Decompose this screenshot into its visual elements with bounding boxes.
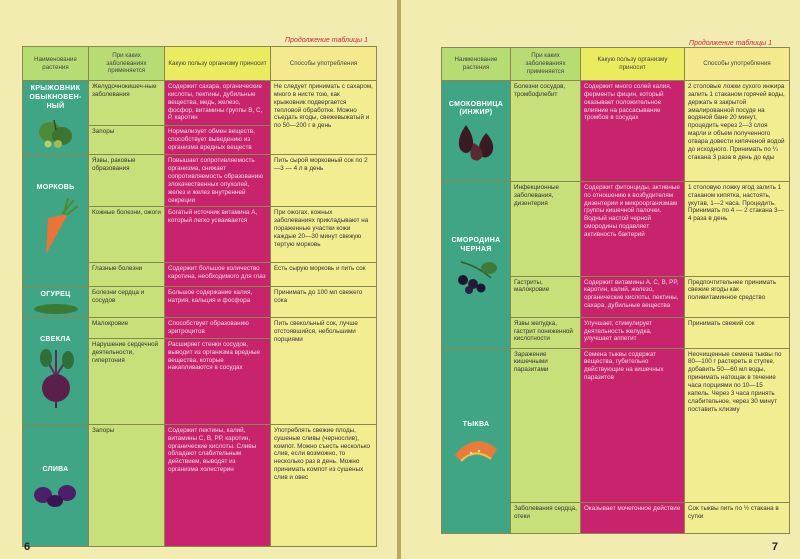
disease-cell: Гастриты, малокровие <box>511 276 581 317</box>
plant-beet <box>23 318 89 425</box>
usage-cell: Есть сырую морковь и пить сок <box>271 263 377 287</box>
page-number: 7 <box>771 541 778 553</box>
disease-cell: Желудочнокишеч-ные заболевания <box>89 81 165 126</box>
disease-cell: Язвы, раковые образования <box>89 155 165 207</box>
composition-cell: Нормализует обмен веществ, способствует выведению из организма вредных веществ <box>165 126 271 155</box>
pumpkin-icon <box>451 433 501 463</box>
left-page <box>0 0 397 559</box>
usage-cell: Принимать до 100 мл свежего сока <box>271 287 377 318</box>
plant-carrot <box>23 155 89 287</box>
disease-cell: Малокровие <box>89 318 165 339</box>
usage-cell: Употреблять свежие плоды, сушеные сливы (чернослив), компот. Можно съесть несколько слив, если возможно, то несколько раз в день. Можно принимать компот из сушеных слив и овес <box>271 424 377 546</box>
usage-cell: Пить свекольный сок, лучше отстоявшийся, небольшими порциями <box>271 318 377 425</box>
usage-cell: 1 столовую ложку ягод залить 1 стаканом кипятка, настоять, укутав, 1—2 часа. Процедить. Принимать по 4 — 2 стакана 3—4 раза в день <box>685 181 790 276</box>
header-composition: Какую пользу организму приносит <box>165 47 271 81</box>
composition-cell: Повышает сопротивляемость организма, снижает сопротивляемость образованию злокачественных опухолей, желез и желез внутренней секреции <box>165 155 271 207</box>
composition-cell: Содержит много солей калия, ферменты фицин, который оказывает положительное влияние на рассасывание тромбов в сосудах <box>581 80 685 181</box>
plant-fig <box>442 80 511 181</box>
composition-cell: Содержит сахара, органические кислоты, пектины, дубильные вещества, медь, железо, фосфор, витамины группы В, С, Р, каротин <box>165 81 271 126</box>
usage-cell: Принимать свежий сок <box>685 317 790 348</box>
continuation-label: Продолжение таблицы 1 <box>285 37 368 44</box>
composition-cell: Содержит витамины А, С, В, РР, каротин, калий, железо, органические кислоты, пектины, сахара, дубильные вещества <box>581 276 685 317</box>
plant-name: СМОРОДИНА ЧЕРНАЯ <box>451 237 501 254</box>
composition-cell: Содержит фитонциды, активные по отношению к возбудителям дизентерии и микроорганизмам группы кишечной палочки. Водный настой черной смородины подавляет активность бактерий <box>581 181 685 276</box>
composition-cell: Расширяет стенки сосудов, выводит из организма вредные вещества, которые накапливаются в сосудах <box>165 338 271 424</box>
header-disease: При каких заболеваниях применяется <box>89 47 165 81</box>
plant-plum <box>23 424 89 546</box>
composition-cell: Семена тыквы содержат вещества, губительно действующие на кишечных паразитов <box>581 348 685 502</box>
disease-cell: Запоры <box>89 126 165 155</box>
disease-cell: Заболевания сердца, отеки <box>511 503 581 534</box>
plant-currant <box>442 181 511 348</box>
usage-cell: 2 столовые ложки сухого инжира залить 1 стаканом горячей воды, держать в закрытой эмалированной посуде на водяной бане 20 минут, процедить через 2—3 слоя марли и объем полученного отвара довести кипяченой водой до исходного. Принимать по ¼ стакана 3 раза в день до еды <box>685 80 790 181</box>
composition-cell: Содержит пектины, калий, витамины С, В, РР, каротин, органические кислоты. Сливы обладают слабительным действием, выводят из организма холестерин <box>165 424 271 546</box>
disease-cell: Болезни сосудов, тромбофлебит <box>511 80 581 181</box>
disease-cell: Болезни сердца и сосудов <box>89 287 165 318</box>
page-number: 6 <box>24 541 31 553</box>
cucumber-icon <box>31 303 81 315</box>
composition-cell: Улучшает, стимулирует деятельность желудка, улучшает аппетит <box>581 317 685 348</box>
composition-cell: Оказывает мочегонное действие <box>581 503 685 534</box>
disease-cell: Запоры <box>89 424 165 546</box>
usage-cell: Неочищенные семена тыквы по 80—100 г растереть в ступке, добавить 50—60 мл воды, принимать натощак в течение часа порциями по 10—15 капель. Через 3 часа принять слабительное, через 30 минут поставить клизму <box>685 348 790 502</box>
disease-cell: Нарушение сердечной деятельности, гипертония <box>89 338 165 424</box>
beet-icon <box>32 348 80 408</box>
gooseberry-icon <box>34 114 78 152</box>
composition-cell: Большое содержание калия, натрия, кальция и фосфора <box>165 287 271 318</box>
header-plant: Наименование растения <box>442 48 511 81</box>
plant-name: СМОКОВНИЦА (ИНЖИР) <box>448 100 504 117</box>
plant-gooseberry <box>23 81 89 155</box>
carrot-icon <box>34 196 78 260</box>
composition-cell: Богатый источник витамина А, который легко усваивается <box>165 207 271 263</box>
usage-cell: Пить сырой морковный сок по 2—3 — 4 л в день <box>271 155 377 207</box>
herbal-table-left <box>22 46 377 547</box>
disease-cell: Язвы желудка, гастрит пониженной кислотности <box>511 317 581 348</box>
disease-cell: Глазные болезни <box>89 263 165 287</box>
currant-icon <box>451 258 501 294</box>
plant-name: СВЕКЛА <box>40 336 71 344</box>
usage-cell: Не следует принимать с сахаром, много в нисте тою, как крыжовник подвергается тепловой обработке. Можно съедать ягоды, свежевыжатый и по 50—200 г в день <box>271 81 377 155</box>
right-page <box>401 0 800 559</box>
usage-cell: Сок тыквы пить по ½ стакана в сутки <box>685 503 790 534</box>
plant-pumpkin <box>442 348 511 533</box>
usage-cell: При ожогах, кожных заболеваниях прикладывают на пораженные участки кожи каждые 20—30 минут свежую тертую морковь <box>271 207 377 263</box>
usage-cell: Предпочтительнее принимать свежие ягоды как поливитаминное средство <box>685 276 790 317</box>
fig-icon <box>452 121 500 163</box>
header-composition: Какую пользу организму приносит <box>581 48 685 81</box>
disease-cell: Заражение кишечными паразитами <box>511 348 581 502</box>
plant-name: ОГУРЕЦ <box>40 291 71 299</box>
plant-name: КРЫЖОВНИК ОБЫКНОВЕН-НЫЙ <box>29 85 82 110</box>
header-usage: Способы употребления <box>685 48 790 81</box>
plant-name: ТЫКВА <box>462 420 490 428</box>
header-usage: Способы употребления <box>271 47 377 81</box>
plum-icon <box>31 477 81 507</box>
header-disease: При каких заболеваниях применяется <box>511 48 581 81</box>
plant-cucumber <box>23 287 89 318</box>
composition-cell: Способствует образованию эритроцитов <box>165 318 271 339</box>
header-plant: Наименование растения <box>23 47 89 81</box>
composition-cell: Содержит большое количество каротина, необходимого для глаз <box>165 263 271 287</box>
plant-name: МОРКОВЬ <box>36 183 75 191</box>
plant-name: СЛИВА <box>42 465 69 473</box>
disease-cell: Инфекционные заболевания, дизентерия <box>511 181 581 276</box>
disease-cell: Кожные болезни, ожоги <box>89 207 165 263</box>
continuation-label: Продолжение таблицы 1 <box>689 40 772 47</box>
herbal-table-right <box>441 47 790 534</box>
